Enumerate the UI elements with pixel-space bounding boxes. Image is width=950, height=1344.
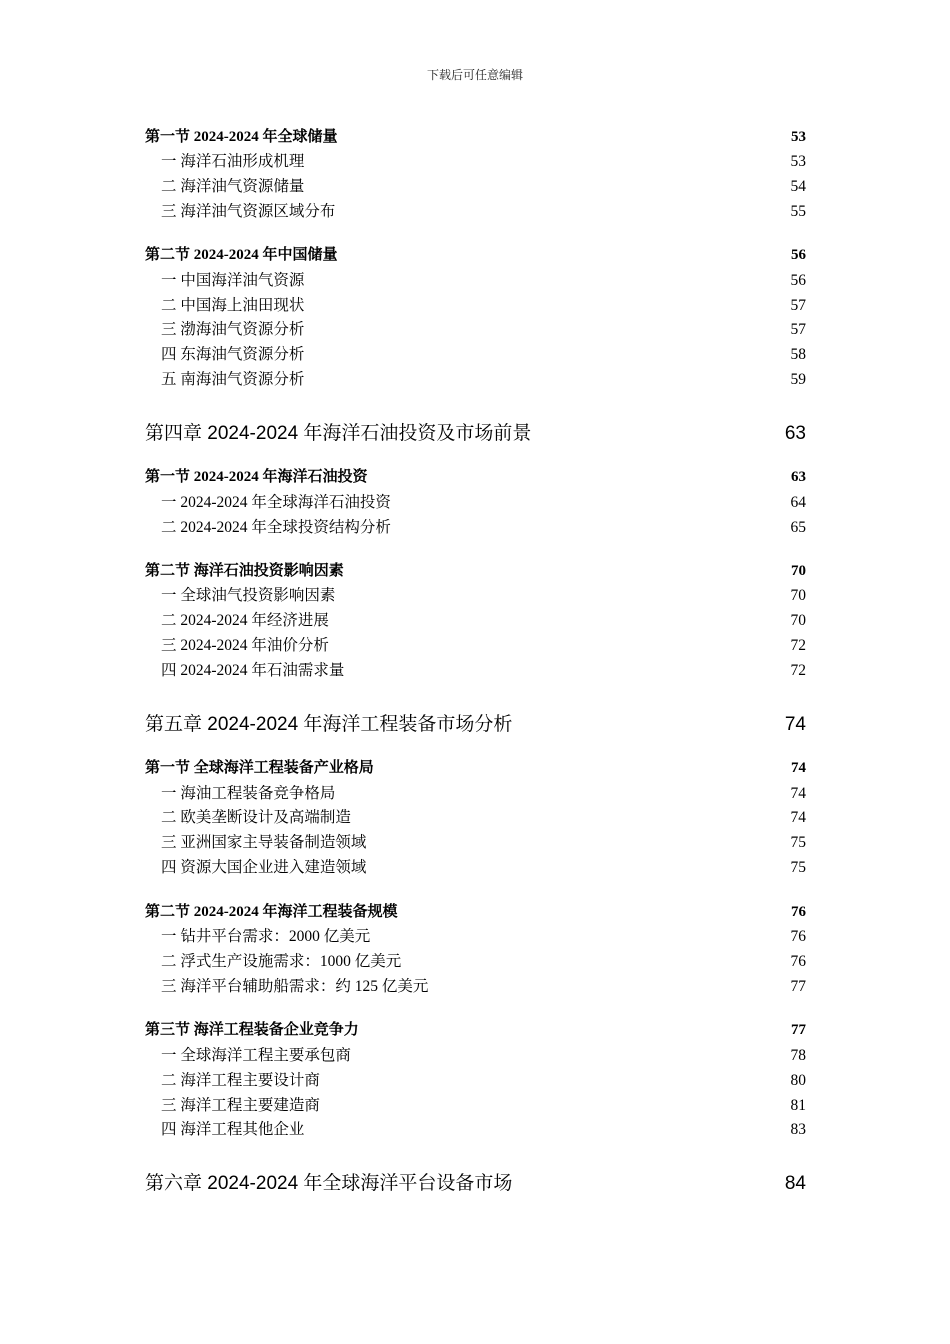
toc-row [145,317,806,342]
toc-item-title: 三 渤海油气资源分析 [161,321,305,338]
toc-page-number: 83 [790,1121,806,1138]
toc-page-number: 76 [790,928,806,945]
toc-item-title: 二 海洋工程主要设计商 [161,1072,320,1089]
toc-row [145,490,806,515]
toc-row [145,199,806,224]
toc-row [145,125,806,150]
toc-page-number: 74 [784,714,806,735]
toc-page-number: 70 [791,563,806,579]
toc-row [145,1093,806,1118]
toc-page-number: 84 [784,1173,806,1194]
toc-page-number: 54 [790,178,806,195]
toc-section-title: 第一节 全球海洋工程装备产业格局 [145,760,374,776]
toc-item-title: 四 资源大国企业进入建造领域 [161,859,367,876]
toc-item-title: 四 东海油气资源分析 [161,346,305,363]
toc-row [145,367,806,392]
toc-section-title: 第二节 海洋石油投资影响因素 [145,563,344,579]
toc-item-title: 一 全球油气投资影响因素 [161,587,336,604]
toc-section-title: 第二节 2024-2024 年中国储量 [145,247,338,263]
toc-page-number: 80 [790,1072,806,1089]
toc-row [145,781,806,806]
toc-item-title: 二 中国海上油田现状 [161,297,305,314]
toc-item-title: 二 海洋油气资源储量 [161,178,305,195]
toc-page-number: 65 [790,519,806,536]
toc-row [145,465,806,490]
toc-page-number: 56 [790,272,806,289]
toc-item-title: 二 浮式生产设施需求：1000 亿美元 [161,953,402,970]
toc-item-title: 二 2024-2024 年全球投资结构分析 [161,519,391,536]
toc-chapter-title: 第五章 2024-2024 年海洋工程装备市场分析 [145,714,513,735]
toc-row [145,559,806,584]
toc-row [145,342,806,367]
toc-item-title: 一 海油工程装备竞争格局 [161,785,336,802]
toc-page-number: 57 [790,321,806,338]
toc-row [145,608,806,633]
toc-page-number: 63 [784,423,806,444]
toc-row [145,1117,806,1142]
toc-page-number: 70 [790,612,806,629]
toc-page-number: 55 [790,203,806,220]
toc-page-number: 72 [790,662,806,679]
toc-row [145,924,806,949]
toc-row [145,830,806,855]
toc-row [145,1068,806,1093]
toc-page-number: 77 [791,1022,806,1038]
toc-section-title: 第一节 2024-2024 年全球储量 [145,129,338,145]
toc-item-title: 一 中国海洋油气资源 [161,272,305,289]
toc-chapter-title: 第四章 2024-2024 年海洋石油投资及市场前景 [145,423,532,444]
toc-row [145,805,806,830]
toc-section-title: 第二节 2024-2024 年海洋工程装备规模 [145,904,398,920]
toc-item-title: 二 2024-2024 年经济进展 [161,612,329,629]
toc-row [145,268,806,293]
toc-row [145,756,806,781]
toc-row [145,1169,806,1199]
toc-row [145,583,806,608]
toc-page-number: 63 [791,469,806,485]
toc-row [145,1018,806,1043]
toc-row [145,658,806,683]
toc-item-title: 一 钻井平台需求：2000 亿美元 [161,928,371,945]
toc-page-number: 53 [790,153,806,170]
toc-row [145,243,806,268]
toc-item-title: 一 海洋石油形成机理 [161,153,305,170]
toc-chapter-title: 第六章 2024-2024 年全球海洋平台设备市场 [145,1173,513,1194]
toc-row [145,293,806,318]
toc-page-number: 72 [790,637,806,654]
toc-item-title: 四 2024-2024 年石油需求量 [161,662,345,679]
toc-row [145,515,806,540]
toc-item-title: 二 欧美垄断设计及高端制造 [161,809,351,826]
toc-page-number: 74 [791,760,806,776]
toc-row [145,855,806,880]
toc-row [145,1043,806,1068]
toc-page-number: 56 [791,247,806,263]
toc-page-number: 58 [790,346,806,363]
toc-row [145,633,806,658]
toc-page-number: 75 [790,834,806,851]
toc-row [145,949,806,974]
toc-page-number: 78 [790,1047,806,1064]
toc-item-title: 三 亚洲国家主导装备制造领域 [161,834,367,851]
toc-section-title: 第一节 2024-2024 年海洋石油投资 [145,469,368,485]
toc-page-number: 53 [791,129,806,145]
toc-item-title: 一 2024-2024 年全球海洋石油投资 [161,494,391,511]
toc-row [145,174,806,199]
toc-page-number: 76 [791,904,806,920]
toc-page-number: 59 [790,371,806,388]
toc-row [145,149,806,174]
toc-page-number: 77 [790,978,806,995]
toc-page-number: 74 [790,785,806,802]
toc-item-title: 三 海洋平台辅助船需求：约 125 亿美元 [161,978,429,995]
toc-page-number: 81 [790,1097,806,1114]
toc-item-title: 五 南海油气资源分析 [161,371,305,388]
toc-item-title: 三 2024-2024 年油价分析 [161,637,329,654]
toc-row [145,419,806,449]
toc-item-title: 三 海洋油气资源区域分布 [161,203,336,220]
toc-page-number: 75 [790,859,806,876]
toc-row [145,710,806,740]
toc-item-title: 一 全球海洋工程主要承包商 [161,1047,351,1064]
page-header: 下载后可任意编辑 [426,68,523,82]
toc-section-title: 第三节 海洋工程装备企业竞争力 [145,1022,359,1038]
toc-item-title: 四 海洋工程其他企业 [161,1121,305,1138]
toc-page-number: 64 [790,494,806,511]
toc-item-title: 三 海洋工程主要建造商 [161,1097,320,1114]
toc-page-number: 74 [790,809,806,826]
toc-row [145,900,806,925]
toc-page-number: 70 [790,587,806,604]
toc-page-number: 57 [790,297,806,314]
toc-row [145,974,806,999]
toc-page-number: 76 [790,953,806,970]
